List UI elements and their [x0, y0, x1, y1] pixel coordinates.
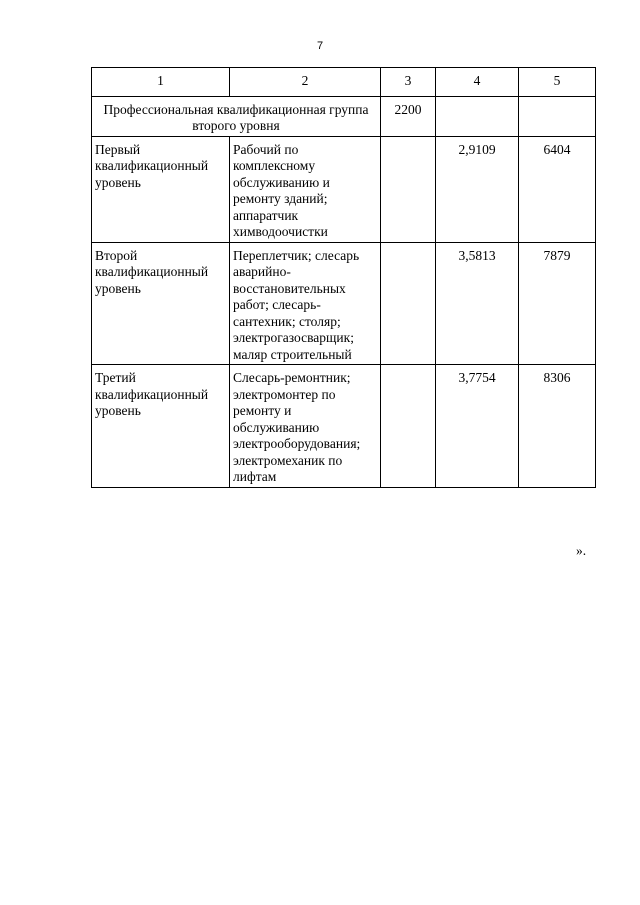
level-cell: Первый квалификационный уровень [92, 136, 230, 242]
group-coefficient [436, 96, 519, 136]
level-cell: Второй квалификационный уровень [92, 242, 230, 365]
table-row [92, 136, 596, 242]
coefficient-cell: 3,5813 [436, 242, 519, 365]
group-label: Профессиональная квалификационная группа второго уровня [92, 96, 381, 136]
col3-cell [381, 136, 436, 242]
level-cell: Третий квалификационный уровень [92, 365, 230, 488]
page-number: 7 [316, 40, 324, 52]
positions-cell: Рабочий по комплексному обслуживанию и ремонту зданий; аппаратчик химводоочистки [230, 136, 381, 242]
total-cell: 7879 [519, 242, 596, 365]
total-cell: 8306 [519, 365, 596, 488]
header-col-2: 2 [230, 68, 381, 97]
col3-cell [381, 365, 436, 488]
positions-cell: Переплетчик; слесарь аварийно-восстановительных работ; слесарь-сантехник; столяр; электрогазосварщик; маляр строительный [230, 242, 381, 365]
group-total [519, 96, 596, 136]
table-header-row [92, 68, 596, 97]
positions-cell: Слесарь-ремонтник; электромонтер по ремонту и обслуживанию электрооборудования; электромеханик по лифтам [230, 365, 381, 488]
table-row [92, 365, 596, 488]
salary-table [91, 67, 596, 488]
header-col-4: 4 [436, 68, 519, 97]
header-col-1: 1 [92, 68, 230, 97]
header-col-3: 3 [381, 68, 436, 97]
header-col-5: 5 [519, 68, 596, 97]
total-cell: 6404 [519, 136, 596, 242]
closing-quote-mark: ». [576, 543, 587, 558]
table-row [92, 242, 596, 365]
group-salary: 2200 [381, 96, 436, 136]
group-row [92, 96, 596, 136]
coefficient-cell: 2,9109 [436, 136, 519, 242]
coefficient-cell: 3,7754 [436, 365, 519, 488]
col3-cell [381, 242, 436, 365]
